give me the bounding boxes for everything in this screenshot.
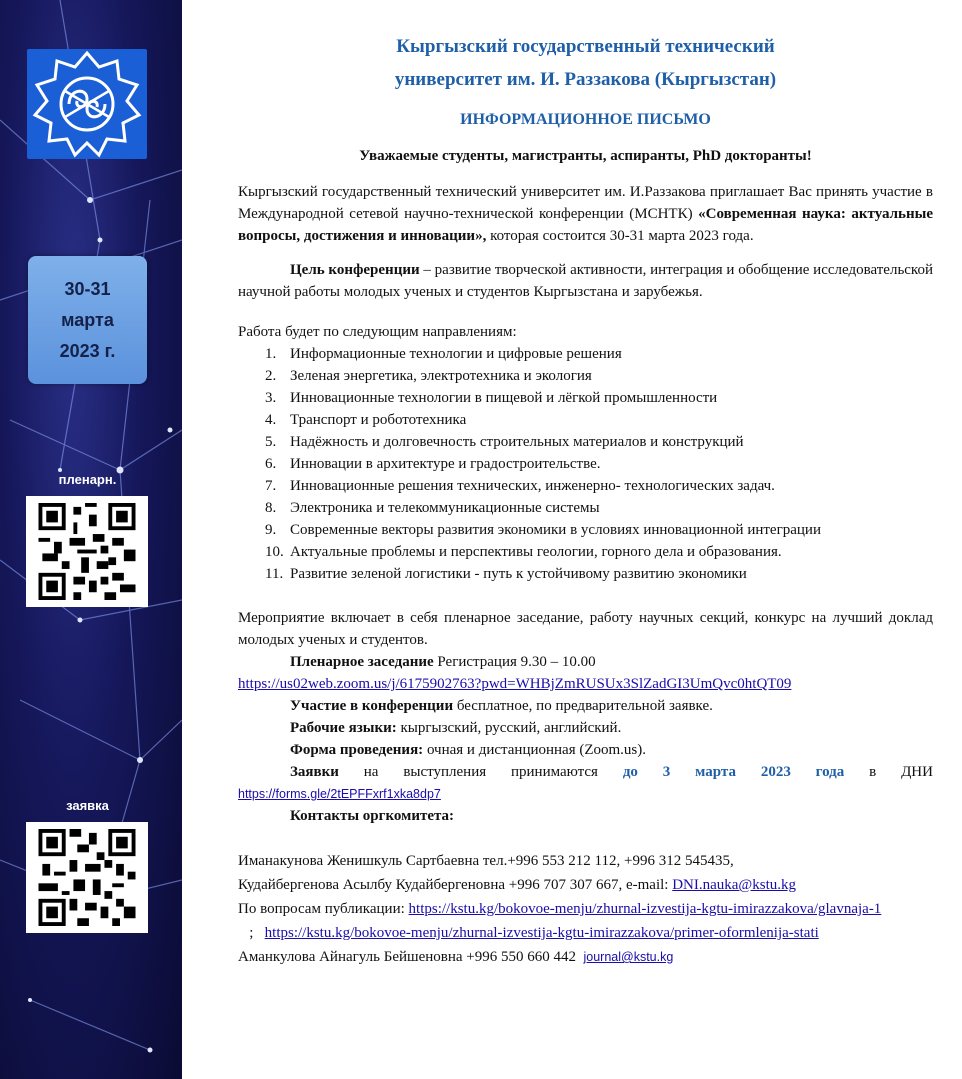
letter-content xyxy=(238,30,933,969)
list-item: 11. Развитие зеленой логистики - путь к устойчивому развитию экономики xyxy=(265,566,747,582)
email-link-dni[interactable]: DNI.nauka@kstu.kg xyxy=(672,877,796,893)
deadline-word: марта xyxy=(695,764,736,780)
languages-line xyxy=(238,717,933,739)
sidebar xyxy=(0,0,182,1079)
participation-label: Участие в конференции xyxy=(290,698,454,714)
university-title-line2: университет им. И. Раззакова (Кыргызстан) xyxy=(394,69,777,90)
zoom-link-line xyxy=(238,673,933,695)
format-label: Форма проведения: xyxy=(290,742,424,758)
event-paragraph: Мероприятие включает в себя пленарное заседание, работу научных секций, конкурс на лучший доклад молодых ученых и студентов. xyxy=(238,610,933,648)
list-item: 1. Информационные технологии и цифровые решения xyxy=(265,346,622,362)
list-item: 5. Надёжность и долговечность строительных материалов и конструкций xyxy=(265,434,744,450)
contact-line-1: Иманакунова Женишкуль Сартбаевна тел.+996 553 212 112, +996 312 545435, xyxy=(238,853,734,869)
qr-code-icon xyxy=(37,503,137,600)
list-item: 4. Транспорт и робототехника xyxy=(265,412,467,428)
university-title-line1: Кыргызский государственный технический xyxy=(396,36,775,57)
publication-link-main[interactable]: https://kstu.kg/bokovoe-menju/zhurnal-izvestija-kgtu-imirazzakova/glavnaja-1 xyxy=(408,901,882,917)
form-link-line xyxy=(238,783,933,805)
goal-paragraph xyxy=(238,259,933,303)
qr-code-application[interactable] xyxy=(26,822,148,933)
languages-label: Рабочие языки: xyxy=(290,720,397,736)
goal-text: – развитие творческой активности, интеграция и обобщение исследовательской научной работы молодых ученых и студентов Кыргызстана и зарубежья. xyxy=(238,262,933,300)
applications-label: Заявки xyxy=(290,764,339,780)
applications-line: Заявки на выступления принимаются до 3 марта 2023 года в ДНИ xyxy=(238,761,933,783)
intro-text-after: которая состоится 30-31 марта 2023 года. xyxy=(486,228,754,244)
list-item: 7. Инновационные решения технических, инженерно- технологических задач. xyxy=(265,478,775,494)
intro-text-before: Кыргызский государственный технический университет им. И.Раззакова приглашает Вас принять участие в Международной сетевой научно-технической конференции (МСНТК) xyxy=(238,184,933,222)
publication-link-format[interactable]: https://kstu.kg/bokovoe-menju/zhurnal-izvestija-kgtu-imirazzakova/primer-oformlenija-stati xyxy=(264,925,819,941)
conference-name: «Современная наука: актуальные вопросы, достижения и инновации», xyxy=(238,206,933,244)
deadline-word: 2023 xyxy=(760,764,791,780)
qr-plenary-label: пленарн. xyxy=(58,472,117,487)
contact-line-5: Аманкулова Айнагуль Бейшеновна +996 550 660 442 journal@kstu.kg xyxy=(238,949,674,965)
format-text: очная и дистанционная (Zoom.us). xyxy=(423,742,647,758)
languages-text: кыргызский, русский, английский. xyxy=(396,720,622,736)
form-link[interactable]: https://forms.gle/2tEPFFxrf1xka8dp7 xyxy=(238,787,441,801)
ornament-icon xyxy=(27,49,147,159)
publication-separator: ; xyxy=(238,925,265,941)
list-item: 6. Инновации в архитектуре и градостроительстве. xyxy=(265,456,601,472)
email-link-journal[interactable]: journal@kstu.kg xyxy=(583,950,674,964)
goal-label: Цель конференции xyxy=(290,262,420,278)
deadline-word: года xyxy=(815,764,845,780)
contacts-heading-line xyxy=(238,805,933,827)
zoom-link[interactable]: https://us02web.zoom.us/j/6175902763?pwd=WHBjZmRUSUx3SlZadGI3UmQvc0htQT09 xyxy=(238,676,792,692)
publication-links xyxy=(238,897,933,945)
date-line-year: 2023 г. xyxy=(59,340,116,361)
participation-text: бесплатное, по предварительной заявке. xyxy=(453,698,713,714)
plenary-label: Пленарное заседание xyxy=(290,654,434,670)
qr-application-label: заявка xyxy=(66,798,109,813)
plenary-line xyxy=(238,651,933,673)
contacts-block xyxy=(238,849,933,969)
publication-label: По вопросам публикации: xyxy=(238,901,409,917)
document-title: ИНФОРМАЦИОННОЕ ПИСЬМО xyxy=(460,111,711,128)
directions-intro: Работа будет по следующим направлениям: xyxy=(238,324,517,340)
university-logo xyxy=(27,49,147,159)
intro-paragraph xyxy=(238,181,933,247)
date-badge xyxy=(28,256,147,384)
contacts-label: Контакты оргкомитета: xyxy=(290,808,455,824)
list-item: 3. Инновационные технологии в пищевой и лёгкой промышленности xyxy=(265,390,718,406)
contact-line-2: Кудайбергенова Асылбу Кудайбергеновна +996 707 307 667, e-mail: DNI.nauka@kstu.kg xyxy=(238,877,796,893)
qr-code-icon xyxy=(37,829,137,926)
greeting: Уважаемые студенты, магистранты, аспиранты, PhD докторанты! xyxy=(359,148,812,164)
list-item: 10. Актуальные проблемы и перспективы геологии, горного дела и образования. xyxy=(265,544,782,560)
deadline-word: 3 xyxy=(662,764,671,780)
participation-line xyxy=(238,695,933,717)
date-line-days: 30-31 xyxy=(64,278,111,299)
format-line xyxy=(238,739,933,761)
deadline-word: до xyxy=(622,764,638,780)
list-item: 9. Современные векторы развития экономики в условиях инновационной интеграции xyxy=(265,522,821,538)
qr-code-plenary[interactable] xyxy=(26,496,148,607)
date-line-month: марта xyxy=(61,309,114,330)
plenary-text: Регистрация 9.30 – 10.00 xyxy=(433,654,596,670)
list-item: 2. Зеленая энергетика, электротехника и экология xyxy=(265,368,592,384)
directions-list xyxy=(238,343,933,585)
list-item: 8. Электроника и телекоммуникационные системы xyxy=(265,500,600,516)
